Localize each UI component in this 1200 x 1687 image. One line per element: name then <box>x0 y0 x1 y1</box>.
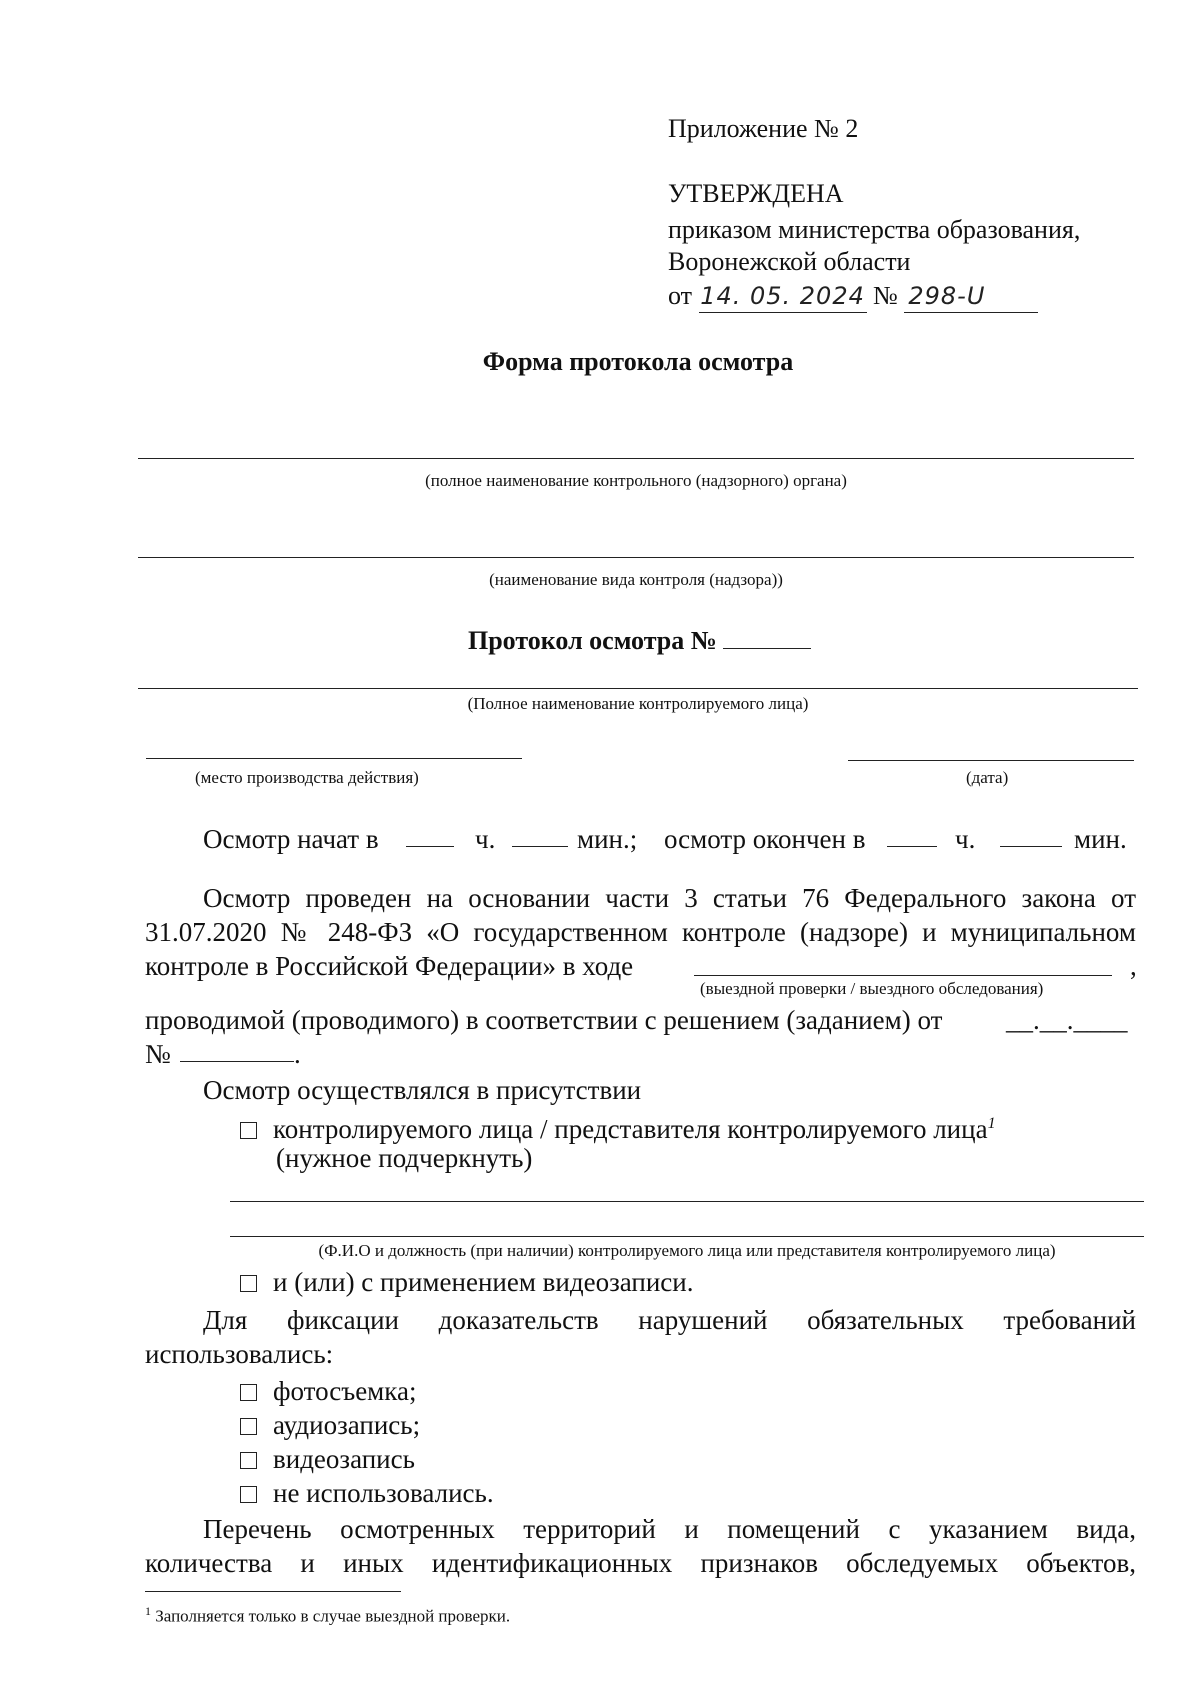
control-type-line <box>138 557 1134 558</box>
control-body-line <box>138 458 1134 459</box>
protocol-number-blank <box>723 624 811 649</box>
none-checkbox[interactable] <box>240 1486 257 1503</box>
approved-label: УТВЕРЖДЕНА <box>668 179 844 208</box>
evidence-option-audio[interactable] <box>240 1408 420 1442</box>
evidence-line-1: Для фиксации доказательств нарушений обязательных требований <box>203 1305 1136 1335</box>
footnote-separator <box>145 1591 401 1592</box>
footnote <box>145 1600 510 1628</box>
order-number-sign: № <box>873 281 898 310</box>
date-line <box>848 760 1134 761</box>
evidence-line-2: использовались: <box>145 1339 334 1369</box>
basis-line-5-end: . <box>294 1039 301 1069</box>
order-date-handwritten: 14. 05. 2024 <box>699 280 867 313</box>
control-type-caption: (наименование вида контроля (надзора)) <box>489 570 783 589</box>
evidence-option-audio-label: аудиозапись; <box>273 1410 421 1440</box>
started-label: Осмотр начат в <box>203 824 379 854</box>
order-line-2: Воронежской области <box>668 247 911 276</box>
form-title: Форма протокола осмотра <box>482 347 794 376</box>
presence-option-1-note: (нужное подчеркнуть) <box>276 1143 533 1173</box>
evidence-option-video[interactable] <box>240 1442 415 1476</box>
person-caption: (Ф.И.О и должность (при наличии) контролируемого лица или представителя контролируемого лица) <box>318 1241 1056 1260</box>
audio-checkbox[interactable] <box>240 1418 257 1435</box>
decision-number-blank <box>180 1037 294 1062</box>
footnote-ref: 1 <box>987 1115 996 1132</box>
appendix-label: Приложение № 2 <box>668 114 859 143</box>
end-hour-unit: ч. <box>955 824 976 854</box>
protocol-title-text: Протокол осмотра № <box>468 626 717 655</box>
video-record-checkbox[interactable] <box>240 1452 257 1469</box>
basis-line-3-end: , <box>1130 951 1137 981</box>
presence-intro: Осмотр осуществлялся в присутствии <box>203 1075 642 1105</box>
presence-person-checkbox[interactable] <box>240 1122 257 1139</box>
basis-line-5: № <box>145 1039 171 1069</box>
date-caption: (дата) <box>966 768 1009 787</box>
person-line-1 <box>230 1201 1144 1202</box>
person-line-2 <box>230 1236 1144 1237</box>
evidence-option-none[interactable] <box>240 1476 494 1510</box>
evidence-option-photo[interactable] <box>240 1374 416 1408</box>
basis-line-1: Осмотр проведен на основании части 3 статьи 76 Федерального закона от <box>203 883 1136 913</box>
footnote-mark: 1 <box>145 1604 151 1618</box>
basis-line-4: проводимой (проводимого) в соответствии с решением (заданием) от <box>145 1005 943 1035</box>
presence-option-2-label: и (или) с применением видеозаписи. <box>273 1267 694 1297</box>
footnote-text: Заполняется только в случае выездной проверки. <box>155 1606 511 1626</box>
order-date-line <box>668 280 1038 313</box>
end-min-unit: мин. <box>1074 824 1127 854</box>
evidence-option-none-label: не использовались. <box>273 1478 494 1508</box>
controlled-person-caption: (Полное наименование контролируемого лица) <box>467 694 809 713</box>
start-hour-blank <box>406 822 454 847</box>
video-checkbox[interactable] <box>240 1275 257 1292</box>
evidence-option-photo-label: фотосъемка; <box>273 1376 417 1406</box>
end-min-blank <box>1000 822 1062 847</box>
start-hour-unit: ч. <box>475 824 496 854</box>
place-line <box>146 758 522 759</box>
photo-checkbox[interactable] <box>240 1384 257 1401</box>
basis-line-2: 31.07.2020 № 248-ФЗ «О государственном контроле (надзоре) и муниципальном <box>145 917 1136 947</box>
inspection-kind-caption: (выездной проверки / выездного обследования) <box>700 979 1044 998</box>
list-intro-line-2: количества и иных идентификационных признаков обследуемых объектов, <box>145 1548 1136 1578</box>
presence-option-2[interactable] <box>240 1265 693 1299</box>
ended-label: осмотр окончен в <box>664 824 866 854</box>
inspection-kind-line <box>694 975 1112 976</box>
start-min-blank <box>512 822 568 847</box>
protocol-title <box>468 624 811 657</box>
control-body-caption: (полное наименование контрольного (надзорного) органа) <box>425 471 847 490</box>
order-number-handwritten: 298-U <box>904 280 1038 313</box>
basis-line-3: контроле в Российской Федерации» в ходе <box>145 951 634 981</box>
order-from-label: от <box>668 281 693 310</box>
controlled-person-line <box>138 688 1138 689</box>
list-intro-line-1: Перечень осмотренных территорий и помещений с указанием вида, <box>203 1514 1136 1544</box>
order-line-1: приказом министерства образования, <box>668 215 1081 244</box>
presence-option-1-label: контролируемого лица / представителя контролируемого лица <box>273 1114 988 1144</box>
end-hour-blank <box>887 822 937 847</box>
place-caption: (место производства действия) <box>195 768 419 787</box>
start-min-unit: мин.; <box>577 824 638 854</box>
decision-date-blank: __.__.____ <box>1006 1005 1128 1035</box>
evidence-option-video-label: видеозапись <box>273 1444 415 1474</box>
